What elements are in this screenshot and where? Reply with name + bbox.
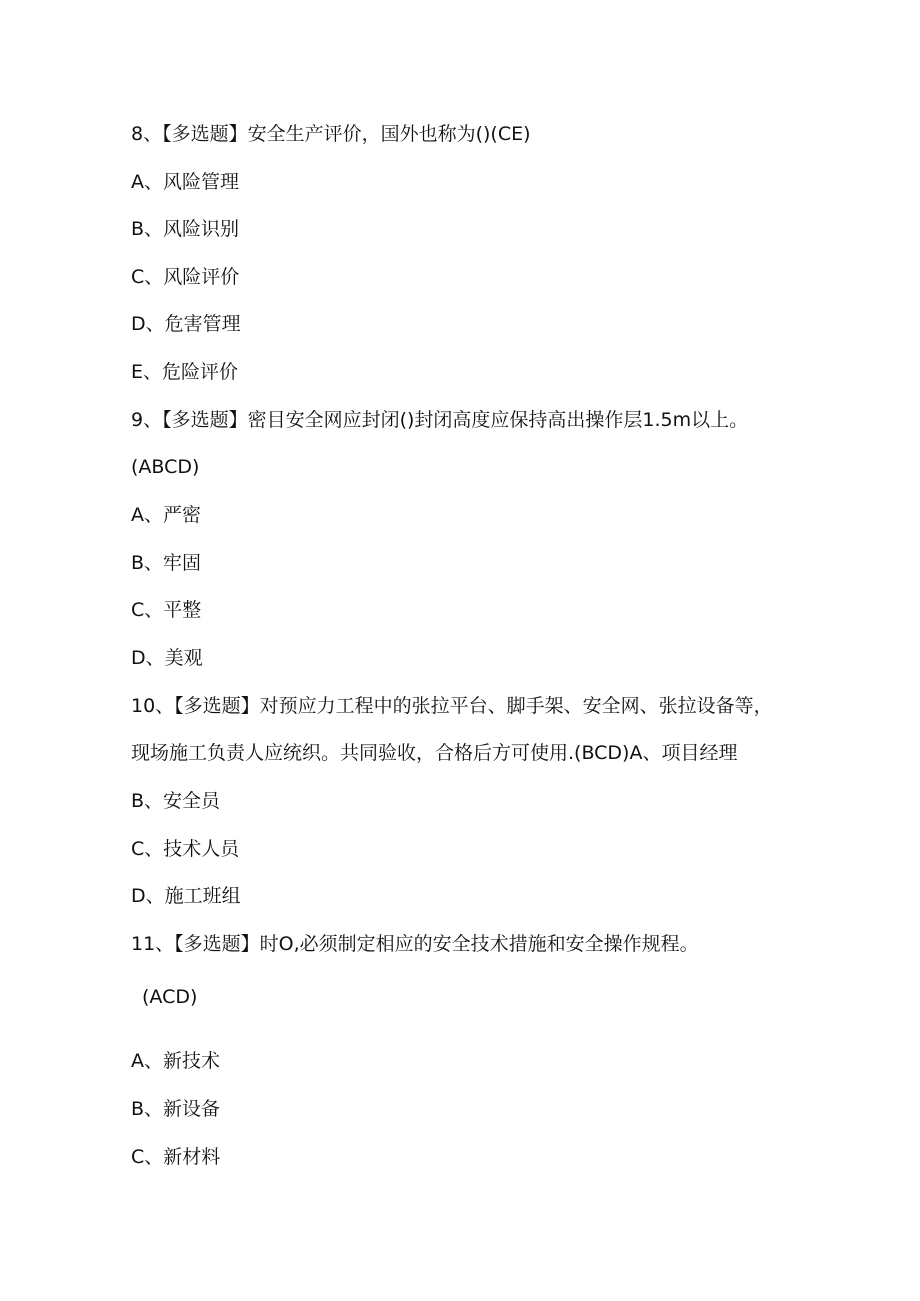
question-11-option-c: C、新材料 [131, 1146, 221, 1168]
question-8-option-c: C、风险评价 [131, 266, 240, 288]
question-9-answer: (ABCD) [131, 456, 200, 478]
question-10-option-c: C、技术人员 [131, 838, 240, 860]
question-9-option-a: A、严密 [131, 504, 201, 526]
question-8-option-d: D、危害管理 [131, 313, 241, 335]
question-11-stem: 11、【多选题】时O,必须制定相应的安全技术措施和安全操作规程。 [131, 933, 699, 955]
question-9-option-d: D、美观 [131, 647, 203, 669]
question-10-stem: 10、【多选题】对预应力工程中的张拉平台、脚手架、安全网、张拉设备等， [131, 695, 773, 717]
question-9-option-b: B、牢固 [131, 552, 202, 574]
question-10-option-b: B、安全员 [131, 790, 221, 812]
question-11-answer: (ACD) [142, 986, 198, 1008]
question-8-option-e: E、危险评价 [131, 361, 239, 383]
question-9-option-c: C、平整 [131, 599, 202, 621]
question-10-stem-continued: 现场施工负责人应统织。共同验收，合格后方可使用.(BCD)A、项目经理 [131, 742, 738, 764]
question-11-option-b: B、新设备 [131, 1098, 221, 1120]
question-10-option-d: D、施工班组 [131, 885, 241, 907]
question-9-stem: 9、【多选题】密目安全网应封闭()封闭高度应保持高出操作层1.5m以上。 [131, 409, 749, 431]
question-8-option-b: B、风险识别 [131, 218, 240, 240]
question-8-option-a: A、风险管理 [131, 171, 239, 193]
question-8-stem: 8、【多选题】安全生产评价，国外也称为()(CE) [131, 123, 531, 145]
question-11-option-a: A、新技术 [131, 1050, 220, 1072]
